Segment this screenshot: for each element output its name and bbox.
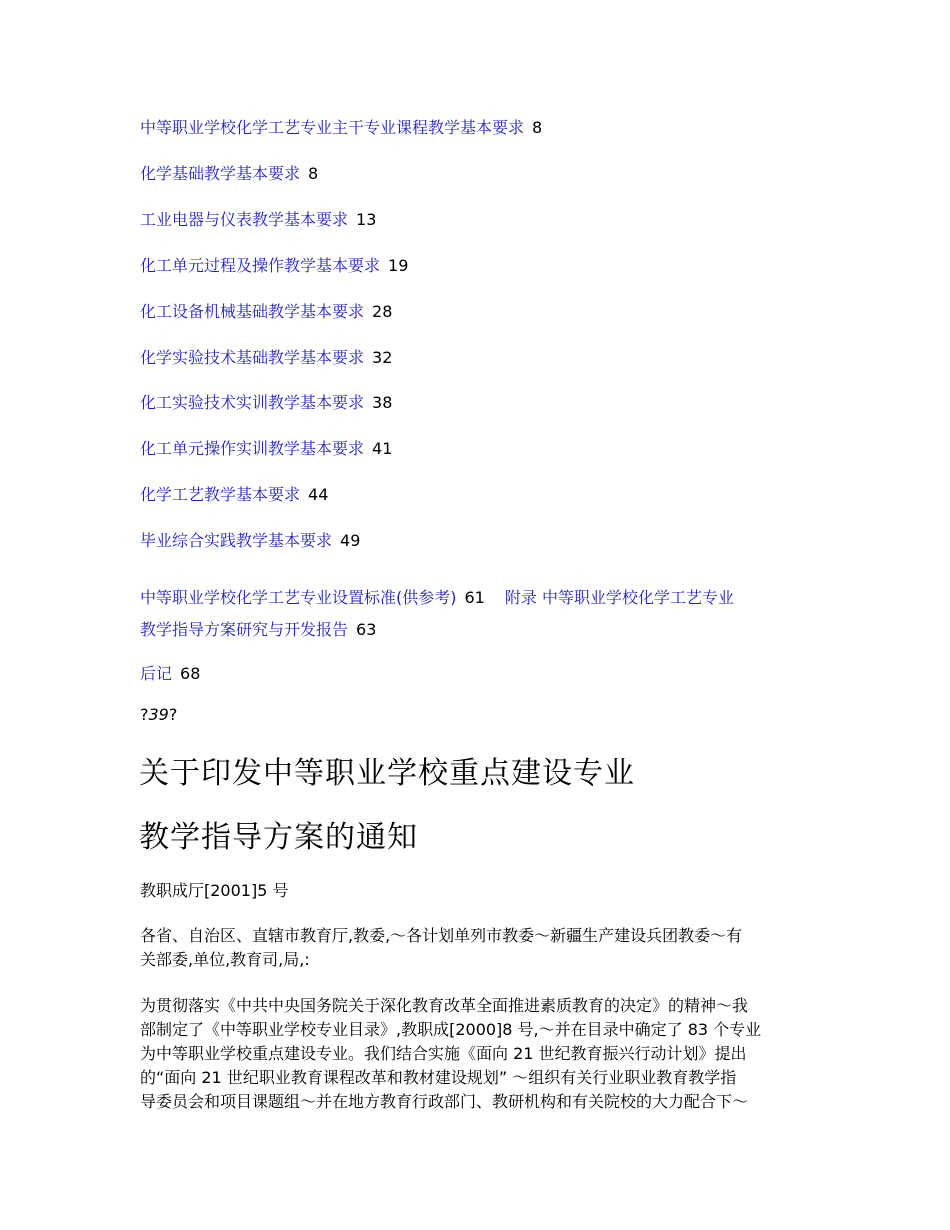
text-line: 导委员会和项目课题组～并在地方教育行政部门、教研机构和有关院校的大力配合下～ [140, 1092, 749, 1111]
toc-link[interactable]: 中等职业学校化学工艺专业主干专业课程教学基本要求 [140, 118, 525, 137]
toc-entry [140, 485, 328, 505]
text-line: 为贯彻落实《中共中央国务院关于深化教育改革全面推进素质教育的决定》的精神～我 [140, 996, 749, 1015]
toc-page-number: 38 [372, 393, 393, 412]
toc-entry [140, 393, 392, 413]
page-number: 39 [148, 705, 169, 724]
page-marker-prefix: ? [140, 705, 149, 724]
notice-title-line-2: 教学指导方案的通知 [139, 820, 418, 855]
toc-link[interactable]: 化工单元操作实训教学基本要求 [140, 439, 365, 458]
toc-page-number: 41 [372, 439, 393, 458]
text-line: 关部委,单位,教育司,局,: [140, 950, 310, 969]
toc-page-number: 68 [180, 664, 201, 683]
toc-link[interactable]: 毕业综合实践教学基本要求 [140, 531, 333, 550]
toc-page-number: 28 [372, 302, 393, 321]
toc-link[interactable]: 化工设备机械基础教学基本要求 [140, 302, 365, 321]
toc-link[interactable]: 教学指导方案研究与开发报告 [140, 620, 349, 639]
page-marker-suffix: ? [168, 705, 178, 724]
addressee-paragraph [140, 924, 820, 972]
notice-title-line-1: 关于印发中等职业学校重点建设专业 [139, 756, 635, 791]
text-line: 部制定了《中等职业学校专业目录》,教职成[2000]8 号,～并在目录中确定了 83 个专业 [140, 1020, 762, 1039]
toc-page-number: 49 [340, 531, 361, 550]
toc-entry [140, 588, 734, 608]
toc-link[interactable]: 化学工艺教学基本要求 [140, 485, 301, 504]
toc-entry [140, 620, 376, 640]
toc-page-number: 61 [464, 588, 485, 607]
text-line: 的“面向 21 世纪职业教育课程改革和教材建设规划” ～组织有关行业职业教育教学指 [140, 1068, 737, 1087]
toc-page-number: 8 [308, 164, 319, 183]
toc-entry [140, 256, 408, 276]
toc-link[interactable]: 化工单元过程及操作教学基本要求 [140, 256, 381, 275]
toc-page-number: 63 [356, 620, 377, 639]
toc-link[interactable]: 后记 [140, 664, 173, 683]
toc-entry [140, 164, 318, 184]
body-paragraph [140, 994, 820, 1114]
toc-entry [140, 348, 392, 368]
toc-link[interactable]: 化学基础教学基本要求 [140, 164, 301, 183]
toc-page-number: 19 [388, 256, 409, 275]
toc-link-appendix[interactable]: 附录 中等职业学校化学工艺专业 [504, 588, 734, 607]
toc-link[interactable]: 化学实验技术基础教学基本要求 [140, 348, 365, 367]
toc-page-number: 44 [308, 485, 329, 504]
toc-page-number: 8 [532, 118, 543, 137]
toc-entry [140, 302, 392, 322]
text-line: 各省、自治区、直辖市教育厅,教委,～各计划单列市教委～新疆生产建设兵团教委～有 [140, 926, 743, 945]
toc-link[interactable]: 化工实验技术实训教学基本要求 [140, 393, 365, 412]
toc-entry [140, 210, 376, 230]
toc-page-number: 32 [372, 348, 393, 367]
toc-entry [140, 664, 200, 684]
toc-link[interactable]: 工业电器与仪表教学基本要求 [140, 210, 349, 229]
toc-entry [140, 118, 542, 138]
text-line: 为中等职业学校重点建设专业。我们结合实施《面向 21 世纪教育振兴行动计划》提出 [140, 1044, 747, 1063]
toc-page-number: 13 [356, 210, 377, 229]
document-number: 教职成厅[2001]5 号 [140, 881, 289, 900]
page-marker [140, 705, 177, 725]
toc-entry [140, 531, 360, 551]
toc-link[interactable]: 中等职业学校化学工艺专业设置标准(供参考) [140, 588, 457, 607]
toc-entry [140, 439, 392, 459]
